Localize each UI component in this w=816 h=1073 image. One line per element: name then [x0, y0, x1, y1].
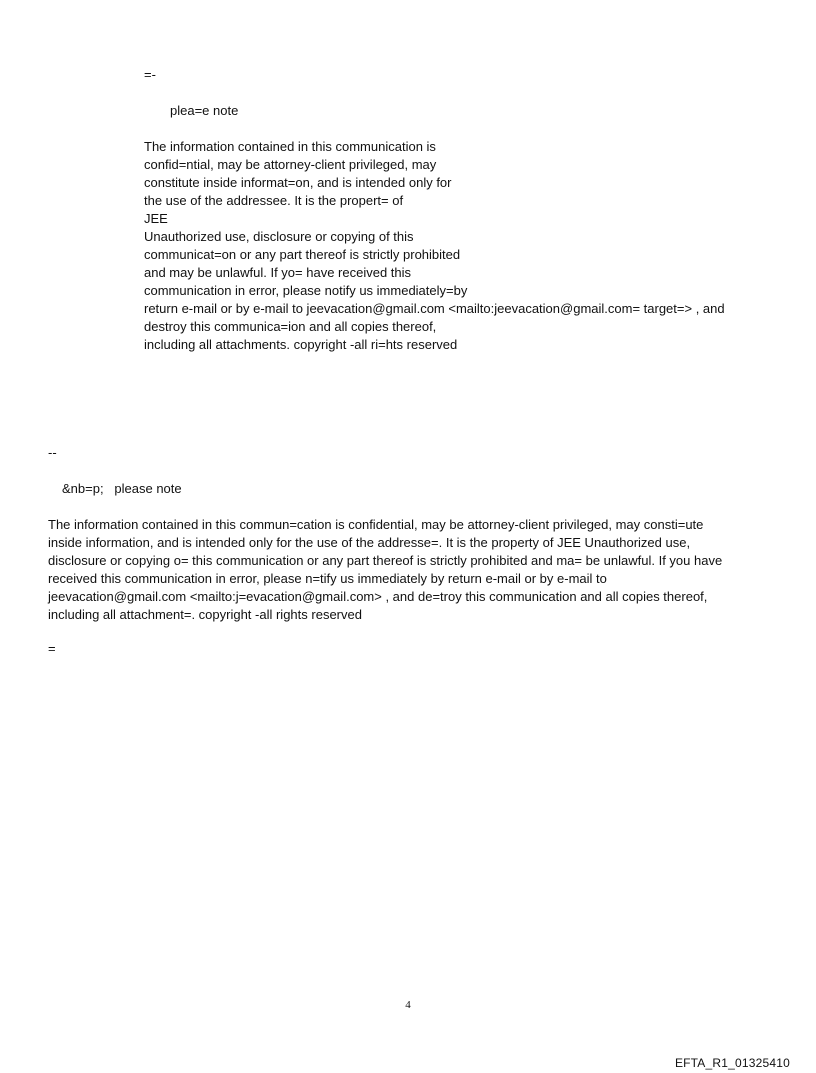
first-disclaimer-line: including all attachments. copyright -all ri=hts reserved [144, 337, 458, 352]
second-disclaimer-line: received this communication in error, please n=tify us immediately by return e-mail or by e-mail to [48, 571, 607, 586]
first-disclaimer-line: communication in error, please notify us immediately=by [144, 283, 468, 298]
first-disclaimer-line: return e-mail or by e-mail to jeevacation@gmail.com <mailto:jeevacation@gmail.com= target=> , and [144, 301, 725, 316]
first-disclaimer-line: and may be unlawful. If yo= have received this [144, 265, 412, 280]
first-disclaimer-line: Unauthorized use, disclosure or copying of this [144, 229, 414, 244]
second-disclaimer [48, 516, 768, 624]
second-disclaimer-line: disclosure or copying o= this communication or any part thereof is strictly prohibited and ma= be unlawful. If you have [48, 553, 723, 568]
first-disclaimer-line: The information contained in this communication is [144, 139, 436, 154]
first-disclaimer-line: constitute inside informat=on, and is intended only for [144, 175, 452, 190]
second-disclaimer-line: inside information, and is intended only for the use of the addresse=. It is the property of JEE Unauthorized use, [48, 535, 691, 550]
second-trailer: = [48, 641, 56, 656]
second-disclaimer-line: The information contained in this commun=cation is confidential, may be attorney-client privileged, may consti=ute [48, 517, 704, 532]
first-disclaimer-line: destroy this communica=ion and all copies thereof, [144, 319, 437, 334]
second-disclaimer-line: jeevacation@gmail.com <mailto:j=evacation@gmail.com> , and de=troy this communication and all copies thereof, [48, 589, 708, 604]
document-id: EFTA_R1_01325410 [674, 1056, 790, 1070]
first-disclaimer-line: the use of the addressee. It is the propert= of [144, 193, 404, 208]
first-separator: =- [144, 67, 156, 82]
first-note-heading: plea=e note [170, 103, 239, 118]
first-disclaimer [144, 138, 725, 354]
page-number: 4 [405, 999, 411, 1011]
first-disclaimer-line: confid=ntial, may be attorney-client privileged, may [144, 157, 437, 172]
first-disclaimer-line: communicat=on or any part thereof is strictly prohibited [144, 247, 461, 262]
second-disclaimer-line: including all attachment=. copyright -all rights reserved [48, 607, 362, 622]
first-disclaimer-line: JEE [144, 211, 168, 226]
second-note-heading: &nb=p; please note [62, 481, 182, 496]
second-separator: -- [48, 445, 57, 460]
